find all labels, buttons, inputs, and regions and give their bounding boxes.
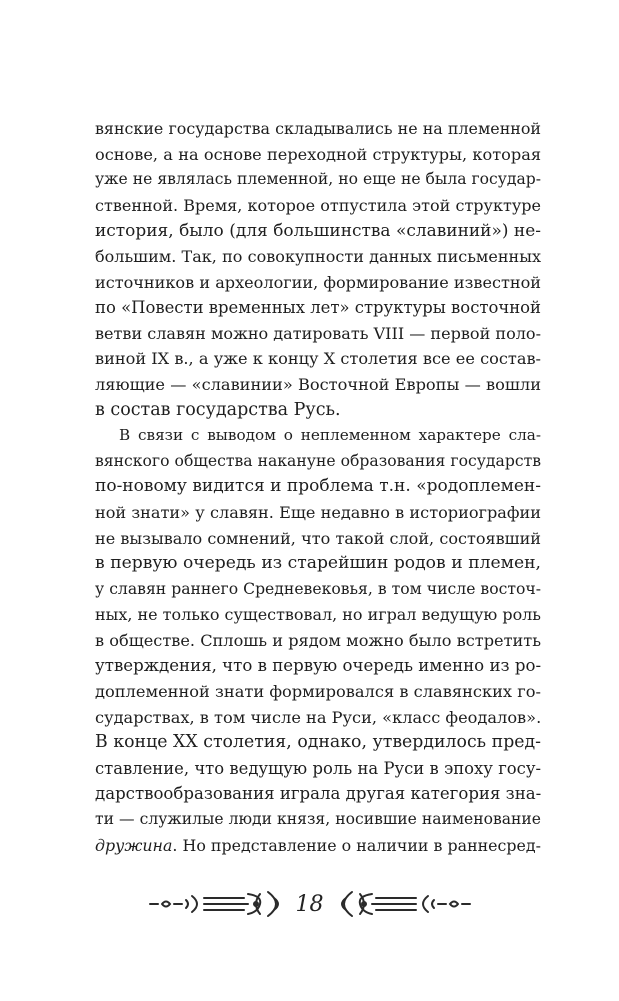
page-body <box>95 116 541 858</box>
text-line: ной знати» у славян. Еще недавно в историографии <box>95 502 541 522</box>
text-line: основе, а на основе переходной структуры, которая <box>95 144 541 164</box>
text-line: ветви славян можно датировать VIII — первой поло- <box>95 323 542 343</box>
text-line: ставление, что ведущую роль на Руси в эпоху госу- <box>95 758 541 778</box>
right-ornament-icon <box>332 886 472 922</box>
text-line: не вызывало сомнений, что такой слой, состоявший <box>95 528 541 548</box>
text-line-rest: . Но представление о наличии в раннесред- <box>172 835 541 855</box>
left-ornament-icon <box>148 886 288 922</box>
italic-term: дружина <box>95 835 173 855</box>
text-line: утверждения, что в первую очередь именно из ро- <box>95 656 542 676</box>
text-line: в первую очередь из старейшин родов и племен, <box>95 553 541 574</box>
text-line: ляющие — «славинии» Восточной Европы — вошли <box>95 374 541 394</box>
text-line: в обществе. Сплошь и рядом можно было встретить <box>95 630 541 650</box>
text-line: В связи с выводом о неплеменном характере сла- <box>119 426 541 445</box>
paragraph-1 <box>95 116 541 423</box>
text-line: вянского общества накануне образования государств <box>95 451 541 470</box>
text-line: история, было (для большинства «славиний») не- <box>95 220 541 241</box>
paragraph-2 <box>95 423 541 858</box>
text-line: виной IX в., а уже к концу X столетия все ее состав- <box>95 349 541 369</box>
text-line: доплеменной знати формировался в славянских го- <box>95 682 541 702</box>
page-number: 18 <box>295 891 324 917</box>
text-line: ти — служилые люди князя, носившие наименование <box>95 810 541 829</box>
text-line: дарствообразования играла другая категория зна- <box>95 784 542 804</box>
text-line: уже не являлась племенной, но еще не была государ- <box>95 170 541 189</box>
text-line: сударствах, в том числе на Руси, «класс феодалов». <box>95 707 542 727</box>
text-line-final <box>95 833 541 859</box>
text-line: источников и археологии, формирование известной <box>95 272 541 292</box>
text-line: В конце XX столетия, однако, утвердилось пред- <box>95 732 541 753</box>
text-line: по «Повести временных лет» структуры восточной <box>95 298 541 318</box>
text-line: по-новому видится и проблема т.н. «родоплемен- <box>95 476 541 497</box>
text-line: в состав государства Русь. <box>95 399 341 420</box>
text-line: ных, не только существовал, но играл ведущую роль <box>95 605 541 625</box>
text-line: большим. Так, по совокупности данных письменных <box>95 246 541 266</box>
text-line: вянские государства складывались не на племенной <box>95 119 541 138</box>
text-line: у славян раннего Средневековья, в том числе восточ- <box>95 579 541 598</box>
text-line: ственной. Время, которое отпустила этой структуре <box>95 195 541 215</box>
page-footer <box>0 884 619 924</box>
